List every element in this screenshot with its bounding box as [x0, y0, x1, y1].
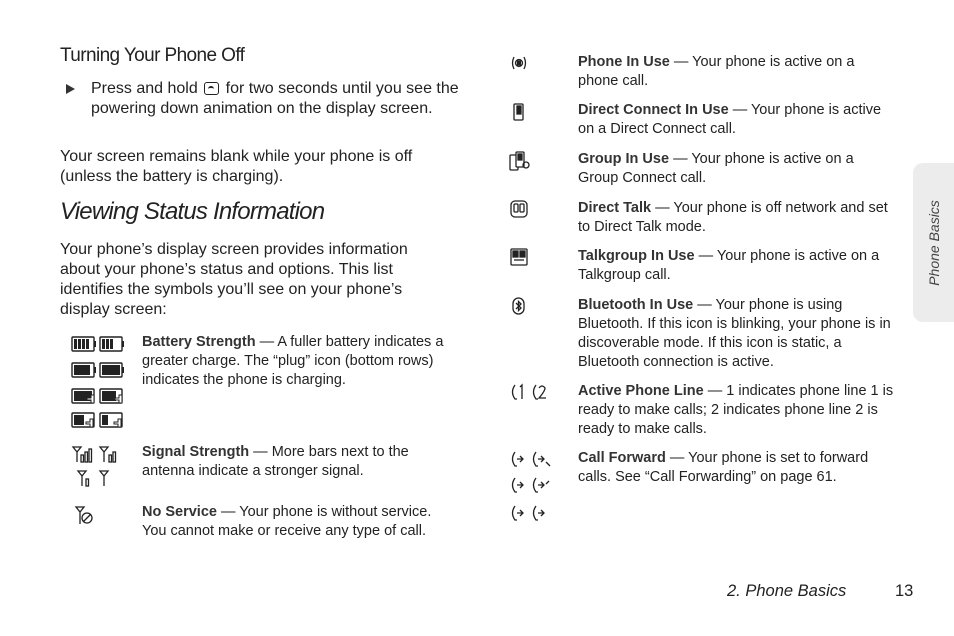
signal-icon-grid	[72, 446, 122, 488]
entry-desc: — A fuller battery indicates a greater charge. The “plug” icon (bottom rows) indicates the phone is charging.	[142, 334, 444, 388]
entry-term: Group In Use	[578, 151, 670, 167]
talkgroup-icon	[510, 248, 528, 271]
talkgroup-svg	[510, 248, 528, 266]
active-phone-line-icons	[509, 383, 551, 406]
bullet-text-after: for two seconds until you see the powering down animation on the display screen.	[91, 80, 459, 117]
entry-term: Call Forward	[578, 450, 666, 466]
entry-term: Bluetooth In Use	[578, 297, 694, 313]
entry-desc: — Your phone is using Bluetooth. If this icon is blinking, your phone is in discoverable mode. If this icon is static, a Bluetooth connection is active.	[578, 297, 891, 370]
battery-strength-icons	[72, 336, 126, 433]
direct-talk-icon	[510, 200, 528, 223]
signal-strength-icons	[72, 446, 122, 493]
entry-group-in-use	[578, 150, 878, 188]
entry-desc: — Your phone is active on a Group Connect call.	[578, 151, 854, 186]
entry-phone-in-use	[578, 53, 878, 91]
entry-battery-strength	[142, 333, 457, 390]
no-service-icon	[76, 506, 96, 531]
entry-active-phone-line	[578, 382, 900, 439]
entry-term: Phone In Use	[578, 54, 670, 70]
entry-desc: — Your phone is active on a Talkgroup call.	[578, 248, 880, 283]
entry-term: Talkgroup In Use	[578, 248, 695, 264]
call-forward-icons	[509, 450, 553, 531]
entry-term: Active Phone Line	[578, 383, 704, 399]
active-phone-line-svg	[509, 383, 551, 401]
section-heading-turning-off: Turning Your Phone Off	[60, 45, 245, 66]
battery-icon-grid	[72, 336, 126, 428]
entry-desc: — Your phone is off network and set to Direct Talk mode.	[578, 200, 888, 235]
no-service-svg	[76, 506, 96, 526]
entry-direct-connect	[578, 101, 898, 139]
side-chapter-tab-label: Phone Basics	[925, 199, 942, 286]
entry-no-service	[142, 503, 452, 541]
side-chapter-tab	[913, 163, 954, 322]
bullet-text-before: Press and hold	[91, 80, 203, 97]
entry-term: Battery Strength	[142, 334, 256, 350]
group-in-use-svg	[509, 151, 531, 171]
entry-talkgroup	[578, 247, 900, 285]
entry-desc: — Your phone is set to forward calls. See “Call Forwarding” on page 61.	[578, 450, 869, 485]
phone-in-use-icon	[511, 54, 527, 77]
direct-talk-svg	[510, 200, 528, 218]
entry-term: No Service	[142, 504, 217, 520]
entry-signal-strength	[142, 443, 442, 481]
entry-term: Signal Strength	[142, 444, 250, 460]
bullet-arrow-icon	[66, 84, 75, 94]
section-heading-viewing-status: Viewing Status Information	[60, 198, 325, 225]
entry-direct-talk	[578, 199, 900, 237]
entry-term: Direct Connect In Use	[578, 102, 729, 118]
bullet-item	[66, 79, 466, 119]
footer-page-number: 13	[895, 582, 914, 600]
entry-desc: — Your phone is active on a phone call.	[578, 54, 855, 89]
paragraph-display-info: Your phone’s display screen provides information about your phone’s status and options. This list identifies the symbols you’ll see on your phone’s display screen:	[60, 241, 408, 318]
entry-desc: — 1 indicates phone line 1 is ready to make calls; 2 indicates phone line 2 is ready to make calls.	[578, 383, 894, 437]
end-key-icon	[204, 82, 219, 95]
footer-section-title: 2. Phone Basics	[727, 582, 847, 600]
entry-desc: — Your phone is active on a Direct Connect call.	[578, 102, 882, 137]
entry-term: Direct Talk	[578, 200, 652, 216]
entry-call-forward	[578, 449, 883, 487]
call-forward-svg	[509, 450, 553, 526]
bullet-text	[91, 79, 466, 119]
group-in-use-icon	[509, 151, 531, 176]
paragraph-screen-blank: Your screen remains blank while your phone is off (unless the battery is charging).	[60, 148, 413, 185]
entry-desc: — More bars next to the antenna indicate a stronger signal.	[142, 444, 409, 479]
entry-desc: — Your phone is without service. You cannot make or receive any type of call.	[142, 504, 432, 539]
entry-bluetooth	[578, 296, 900, 372]
phone-in-use-svg	[511, 54, 527, 72]
direct-connect-svg	[513, 103, 525, 121]
direct-connect-icon	[513, 103, 525, 126]
bluetooth-icon	[512, 297, 526, 320]
bluetooth-svg	[512, 297, 526, 315]
